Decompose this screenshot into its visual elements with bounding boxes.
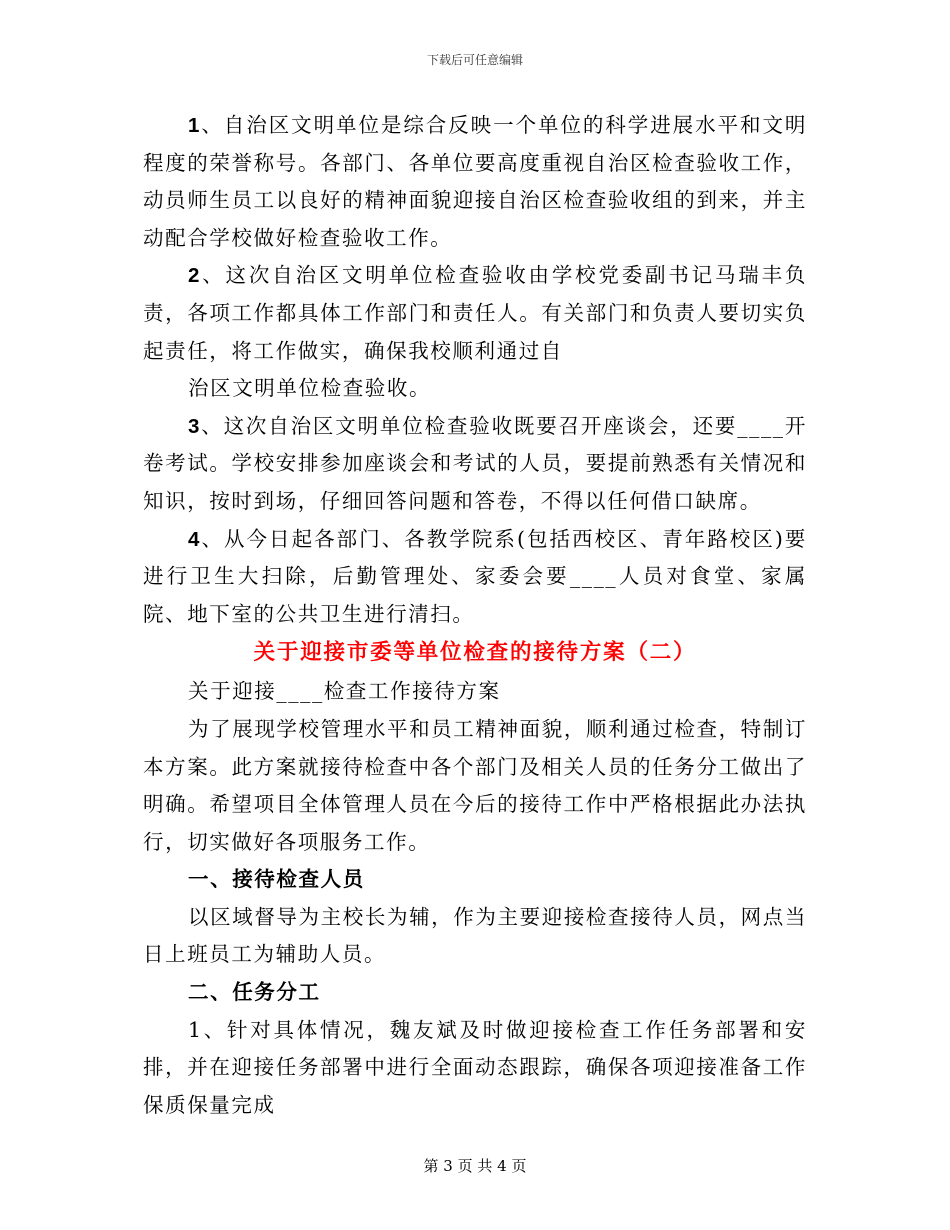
paragraph-4 (143, 521, 807, 634)
item-number: 3 (188, 414, 202, 438)
heading-task-division: 二、任务分工 (188, 980, 321, 1005)
paragraph-intro: 为了展现学校管理水平和员工精神面貌，顺利通过检查，特制订本方案。此方案就接待检查中各个部门及相关人员的任务分工做出了明确。希望项目全体管理人员在今后的接待工作中严格根据此办法执行，切实做好各项服务工作。 (143, 716, 807, 854)
paragraph-2 (143, 257, 807, 370)
item-number: 2 (188, 264, 202, 288)
page-header: 下载后可任意编辑 (426, 53, 523, 67)
plan-subtitle: 关于迎接____检查工作接待方案 (188, 679, 501, 704)
paragraph-text: 、自治区文明单位是综合反映一个单位的科学进展水平和文明程度的荣誉称号。各部门、各单位要高度重视自治区检查验收工作，动员师生员工以良好的精神面貌迎接自治区检查验收组的到来，并主动配合学校做好检查验收工作。 (143, 113, 807, 250)
paragraph-3 (143, 408, 807, 521)
paragraph-text: 、从今日起各部门、各教学院系(包括西校区、青年路校区)要进行卫生大扫除，后勤管理处、家委会要____人员对食堂、家属院、地下室的公共卫生进行清扫。 (143, 526, 807, 626)
item-number: 4 (188, 527, 202, 551)
page-footer: 第 3 页 共 4 页 (423, 1157, 527, 1175)
paragraph-task-1: 1、针对具体情况，魏友斌及时做迎接检查工作任务部署和安排，并在迎接任务部署中进行全面动态跟踪，确保各项迎接准备工作保质保量完成 (143, 1017, 807, 1117)
paragraph-1 (143, 107, 807, 257)
item-number: 1 (188, 114, 202, 137)
section-title: 关于迎接市委等单位检查的接待方案（二） (253, 640, 697, 666)
paragraph-reception-staff: 以区域督导为主校长为辅，作为主要迎接检查接待人员，网点当日上班员工为辅助人员。 (143, 904, 807, 967)
paragraph-text: 、这次自治区文明单位检查验收由学校党委副书记马瑞丰负责，各项工作都具体工作部门和责任人。有关部门和负责人要切实负起责任，将工作做实，确保我校顺利通过自 (143, 263, 807, 363)
document-body (143, 107, 807, 1124)
heading-reception-staff: 一、接待检查人员 (188, 867, 365, 892)
paragraph-2-continued: 治区文明单位检查验收。 (188, 376, 432, 401)
paragraph-text: 、这次自治区文明单位检查验收既要召开座谈会，还要____开卷考试。学校安排参加座谈会和考试的人员，要提前熟悉有关情况和知识，按时到场，仔细回答问题和答卷，不得以任何借口缺席。 (143, 413, 807, 513)
